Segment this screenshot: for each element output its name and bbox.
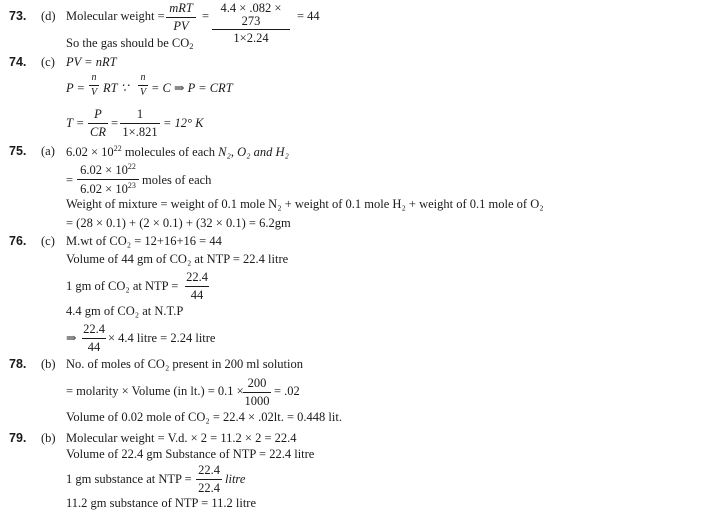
fraction: $\frac{22.4}{44}$ [83, 322, 105, 354]
question-number: 78. [9, 357, 27, 371]
question-number: 76. [9, 234, 27, 248]
fraction: $\frac{4.4 \times .082 \times 273}{1\times 2.24}$ [212, 2, 290, 45]
fraction: $\frac{200}{1000}$ [244, 376, 270, 408]
text-segment: × 4.4 litre = 2.24 litre [108, 331, 216, 345]
fraction: $\frac{P}{CR}$ [88, 108, 108, 138]
text-line: 4.4 gm of CO₂ at N.T.P [66, 304, 184, 318]
fraction: mRT PV [166, 2, 196, 32]
answer-option: (b) [41, 431, 56, 445]
fraction: $\frac{22.4}{22.4}$ [196, 464, 222, 494]
text-line: Volume of 0.02 mole of CO₂ = 22.4 × .02lt. = 0.448 lit. [66, 410, 342, 424]
text-segment: = C ⇒ P = CRT [151, 81, 233, 95]
arrow: ⇒ [66, 331, 77, 345]
question-number: 75. [9, 144, 27, 158]
text-segment: moles of each [142, 173, 212, 187]
result: = 12° K [163, 116, 204, 130]
equals-sign: = [111, 116, 119, 130]
result: = 44 [297, 9, 320, 23]
answer-option: (c) [41, 55, 55, 69]
fraction: $\frac{n}{V}$ [90, 72, 98, 98]
text-line: PV = nRT [66, 55, 117, 69]
answer-option: (d) [41, 9, 56, 23]
equals-sign: = [202, 9, 210, 23]
equals-sign: = [66, 173, 74, 187]
unit: litre [225, 472, 246, 486]
question-number: 74. [9, 55, 27, 69]
text-line: No. of moles of CO₂ present in 200 ml solution [66, 357, 303, 371]
fraction: $\frac{6.02 \times 10^{22}}{6.02 \times 10^{23}}$ [77, 163, 139, 195]
text-line: So the gas should be $CO_2$ [66, 36, 194, 51]
text-line: = molarity × Volume (in lt.) = 0.1 × [66, 384, 244, 398]
answer-option: (a) [41, 144, 55, 158]
text-line: Molecular weight = [66, 9, 165, 23]
text-line: 11.2 gm substance of NTP = 11.2 litre [66, 496, 257, 510]
text-line: M.wt of CO₂ = 12+16+16 = 44 [66, 234, 222, 248]
text-line: Weight of mixture = weight of 0.1 mole N₂ + weight of 0.1 mole H₂ + weight of 0.1 mole of O₂ [66, 197, 544, 211]
fraction: $\frac{1}{1\times.821}$ [120, 108, 160, 138]
text-line: Volume of 22.4 gm Substance of NTP = 22.4 litre [66, 447, 315, 461]
text-line: Molecular weight = V.d. × 2 = 11.2 × 2 = 22.4 [66, 431, 297, 445]
text-line: Volume of 44 gm of CO₂ at NTP = 22.4 litre [66, 252, 289, 266]
question-number: 79. [9, 431, 27, 445]
fraction: $\frac{22.4}{44}$ [186, 270, 208, 302]
equation-lhs: T = [66, 116, 85, 130]
text-line: 1 gm of CO₂ at NTP = [66, 279, 179, 293]
text-line: = (28 × 0.1) + (2 × 0.1) + (32 × 0.1) = 6.2gm [66, 216, 291, 230]
text-line: 1 gm substance at NTP = [66, 472, 192, 486]
text-line: $6.02 \times 10^{22}$ molecules of each N₂, O₂ and H₂ [66, 144, 289, 159]
answer-option: (c) [41, 234, 55, 248]
text-segment: RT ∵ [103, 81, 129, 95]
equation-lhs: P = [66, 81, 85, 95]
fraction: $\frac{n}{V}$ [139, 72, 147, 98]
answer-option: (b) [41, 357, 56, 371]
question-number: 73. [9, 9, 27, 23]
result: = .02 [274, 384, 300, 398]
